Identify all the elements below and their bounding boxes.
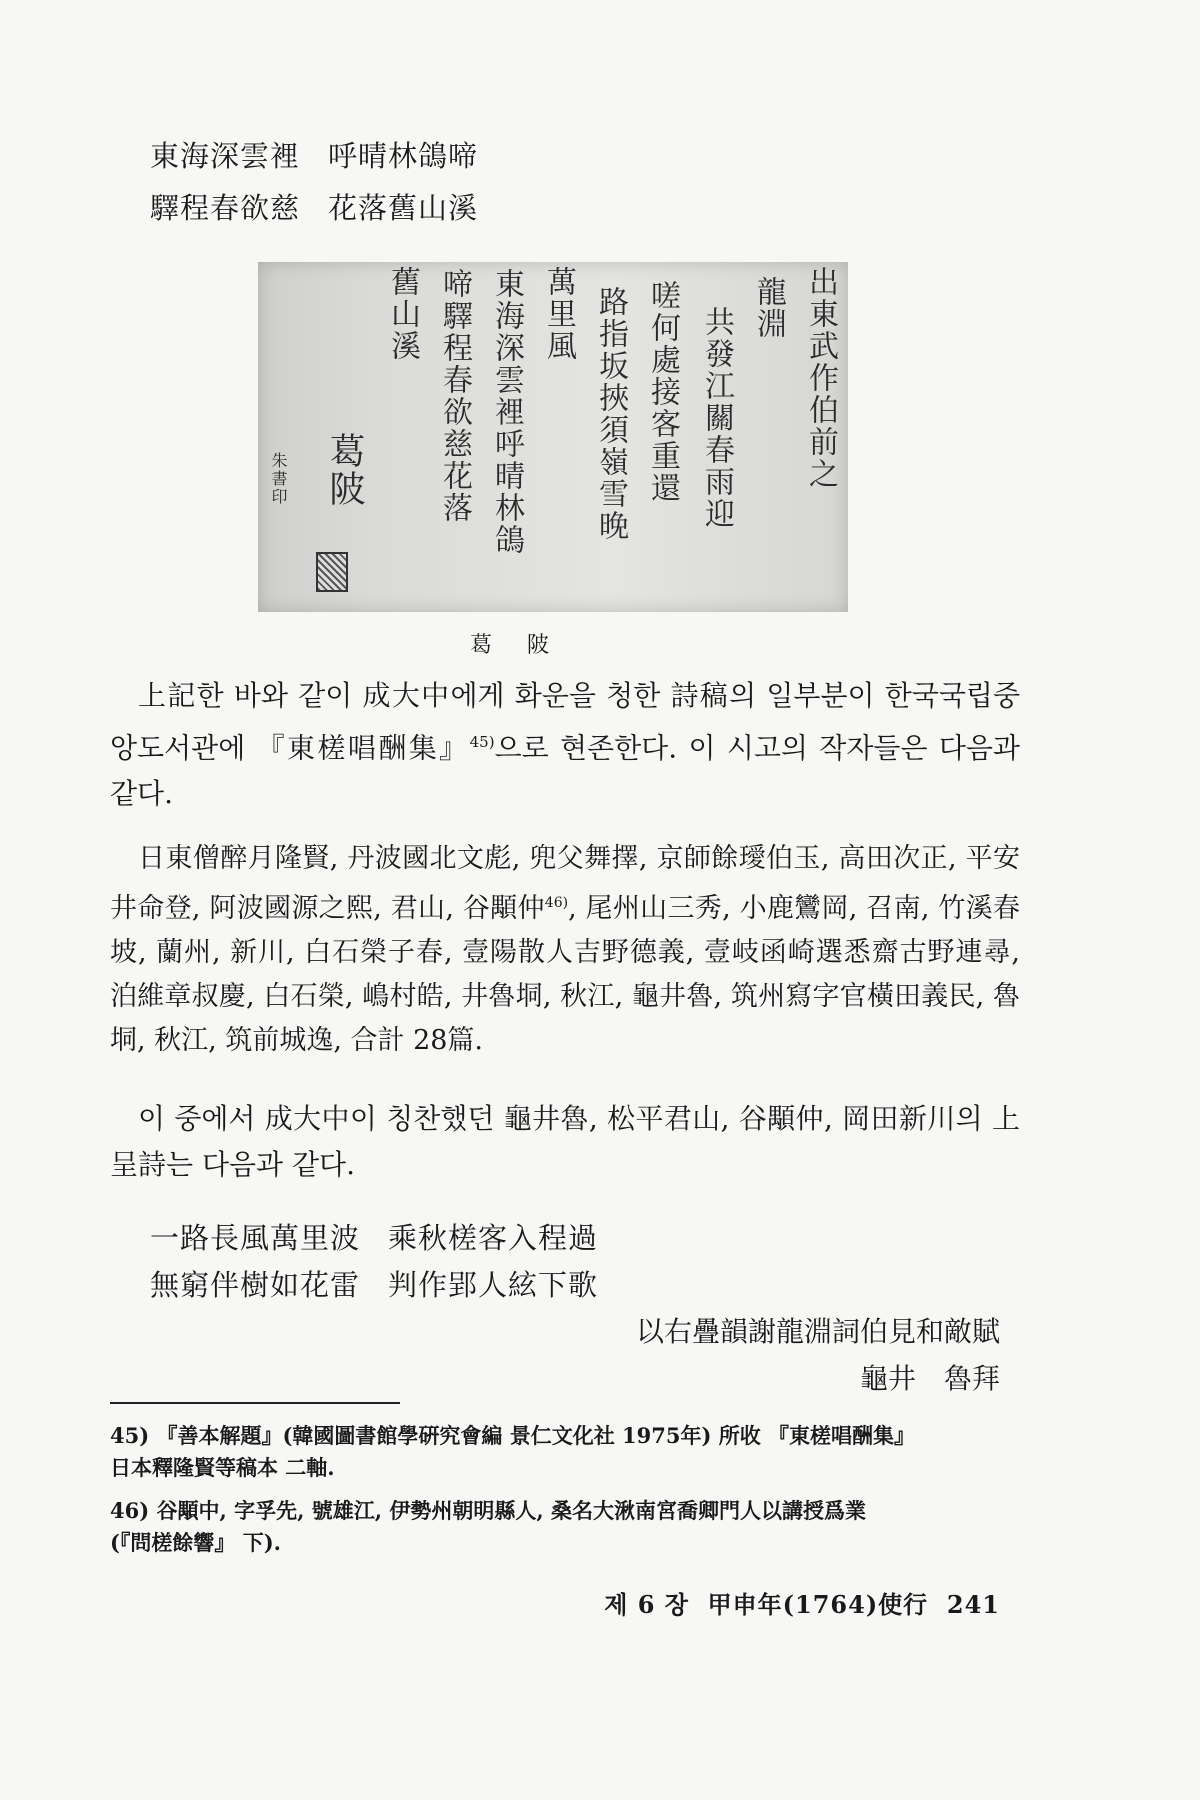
author-list-text: 日東僧醉月隆賢, 丹波國北文彪, 兜父舞擇, 京師餘璦伯玉, 高田次正, 平安井命登, 阿波國源之熙, 君山, 谷顒仲: [110, 843, 1020, 924]
poem2-line2-a: 無窮伴樹如花雷: [150, 1268, 361, 1302]
poem2-line1-b: 乘秋槎客入程過: [388, 1221, 599, 1255]
calligraphy-signature: 葛陂: [324, 432, 365, 508]
calligraphy-column: 舊山溪: [385, 266, 420, 362]
calligraphy-column: 路指坂挾須嶺雪晚: [593, 286, 628, 542]
poem2-author: 龜井 魯拜: [859, 1362, 1000, 1395]
footnote-divider: [110, 1402, 400, 1404]
author-list-text-cont: , 尾州山三秀, 小鹿鸞岡, 召南, 竹溪春坡, 蘭州, 新川, 白石榮子春, 壹陽散人吉野德義, 壹岐函崎選悉齋古野連尋, 泊維章叔慶, 白石榮, 嶋村皓, 井魯垌, 秋江, 龜井魯, 筑州寫字官橫田義民, 魯垌, 秋江, 筑前城逸, 合計 28篇.: [110, 893, 1020, 1056]
calligraphy-column: 東海深雲裡呼晴林鴿: [489, 268, 524, 556]
poem2-line2-b: 判作郢人絃下歌: [388, 1268, 599, 1302]
poem1-line2-a: 驛程春欲慈: [150, 191, 301, 225]
calligraphy-column: 萬里風: [541, 266, 576, 362]
calligraphy-column: 共發江關春雨迎: [699, 306, 734, 530]
poem1-line1-b: 呼晴林鴿啼: [328, 139, 479, 173]
footnote-ref-46: 46): [544, 895, 569, 911]
footnote-46-line1: 46) 谷顒中, 字孚先, 號雄江, 伊勢州朝明縣人, 桑名大湫南宮喬卿門人以講授爲業: [110, 1498, 866, 1523]
calligraphy-column: 出東武作伯前之: [803, 266, 838, 490]
poem1-line1: [150, 134, 478, 175]
footnote-ref-45: 45): [469, 733, 495, 751]
footnote-45: [110, 1420, 1020, 1484]
poem1-line2-b: 花落舊山溪: [328, 191, 479, 225]
poem2-dedication: 以右疊韻謝龍淵詞伯見和敵賦: [635, 1315, 1000, 1348]
footnote-46-line2: (『問槎餘響』 下).: [110, 1530, 281, 1555]
poem1-line1-a: 東海深雲裡: [150, 139, 301, 173]
paragraph-1-text: 上記한 바와 같이 成大中에게 화운을 청한 詩稿의 일부분이 한국국립중앙도서관에 『東槎唱酬集』: [110, 679, 1020, 765]
seal-stamp: [316, 552, 348, 592]
page-footer: 제 6 장 甲申年(1764)使行 241: [604, 1590, 1000, 1619]
calligraphy-side-note: 朱書印: [269, 452, 288, 506]
author-list: [110, 837, 1020, 1063]
calligraphy-column: 龍淵: [751, 276, 786, 340]
footnote-46: [110, 1495, 1020, 1559]
calligraphy-column: 嗟何處接客重還: [645, 280, 680, 504]
footnote-45-line2: 日本釋隆賢等稿本 二軸.: [110, 1455, 335, 1480]
image-caption: 葛 陂: [470, 633, 563, 658]
calligraphy-image: [258, 262, 848, 612]
paragraph-1: [110, 673, 1020, 817]
paragraph-2: 이 중에서 成大中이 칭찬했던 龜井魯, 松平君山, 谷顒仲, 岡田新川의 上呈詩는 다음과 같다.: [110, 1102, 1020, 1181]
poem2-line1: [150, 1216, 598, 1257]
footnote-45-line1: 45) 『善本解題』(韓國圖書館學硏究會編 景仁文化社 1975年) 所收 『東槎唱酬集』: [110, 1423, 916, 1448]
poem2-line1-a: 一路長風萬里波: [150, 1221, 361, 1255]
poem1-line2: [150, 186, 478, 227]
poem2-line2: [150, 1263, 598, 1304]
paragraph-1-text-cont: 으로 현존한다. 이 시고의 작자들은 다음과 같다.: [110, 731, 1020, 811]
calligraphy-column: 啼驛程春欲慈花落: [437, 268, 472, 524]
